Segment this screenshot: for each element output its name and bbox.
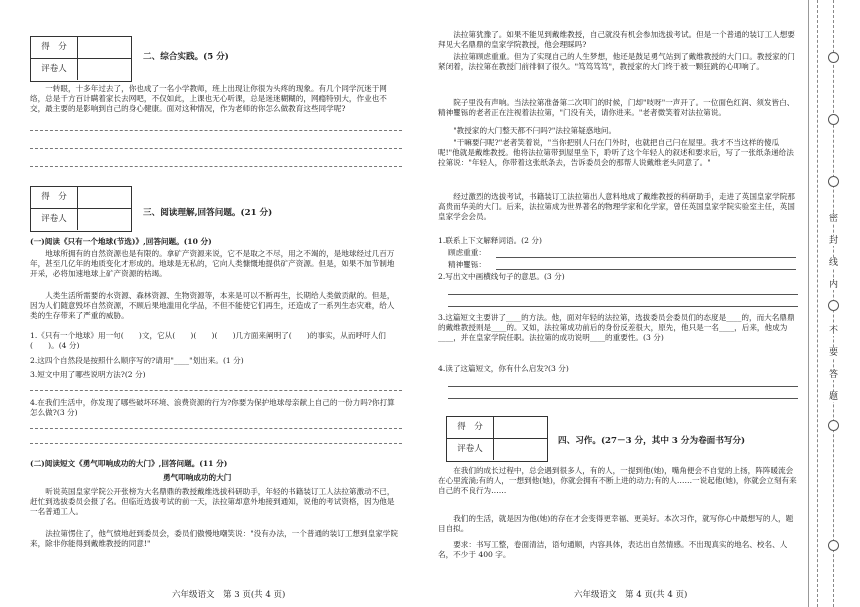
answer-line [448,306,798,307]
question-1: 1.《只有一个地球》用一句( )文，它从( )( )( )几方面来阐明了( )的事实，从而呼吁人们( )。(4 分) [30,331,386,351]
page-footer: 六年级语文 第 4 页(共 4 页) [574,590,688,600]
gutter-char: 内 [829,280,839,290]
r-question-1b: 精神矍铄： [448,260,486,269]
score-box [30,36,132,82]
question-3: 3.短文中用了哪些说明方法?(2 分) [30,370,146,379]
binding-hole [828,540,839,551]
score-box [30,186,132,232]
section2-para: 一转眼，十多年过去了，你也成了一名小学教师，班上出现让你很为头疼的现象。有几个同学沉迷于网络，总是千方百计瞒着家长去网吧，不仅如此，上课也无心听课，总是迷迷糊糊的，网瘾特别大，作业也不交，最主要的是影响到自己的身心健康。面对这种情况，作为老师的你怎么做教育这些同学呢? [30,84,387,114]
r-question-4: 4.读了这篇短文，你有什么启发?(3 分) [438,364,569,373]
grader-label: 评卷人 [31,209,78,230]
section4-heading: 四、习作。(27－3 分，其中 3 分为卷面书写分) [558,436,746,446]
binding-hole [828,114,839,125]
answer-line [30,428,402,429]
question-2: 2.这四个自然段是按照什么顺序写的?请用"____"划出来。(1 分) [30,356,244,365]
answer-line [30,166,402,167]
section3-heading: 三、阅读理解,回答问题。(21 分) [143,208,273,218]
gutter-char: 要 [829,348,839,358]
binding-hole [828,300,839,311]
binding-gutter [808,0,860,607]
part1-para2: 人类生活所需要的水资源、森林资源、生物资源等，本来是可以不断再生，长期给人类做贡献的。但是，因为人们随意毁坏自然资源，不顾后果地滥用化学品，不但不能使它们再生，还造成了一系列生态灾难，给人类的生存带来了严重的威胁。 [30,291,395,321]
score-label: 得 分 [31,187,78,208]
binding-hole [828,52,839,63]
gutter-char: 答 [829,370,839,380]
grader-label: 评卷人 [447,439,494,460]
story-para-1: 听说英国皇家学院公开张榜为大名鼎鼎的教授戴维选拔科研助手，年轻的书籍装订工人法拉第激动不已，赶忙到选拔委员会报了名。但临近选拔考试的前一天，法拉第却意外地接到通知，说他的考试资格，因为他是一名普通工人。 [30,487,395,517]
score-label: 得 分 [31,37,78,58]
answer-line [30,443,402,444]
story-para-4: 法拉第顾虑重重。但为了实现自己的人生梦想，他还是鼓足勇气站到了戴维教授的大门口。教授家的门紧闭着，法拉第在教授门前徘徊了很久。"笃笃笃笃"，教授家的大门终于被一颗狂跳的心叩响了。 [438,52,795,72]
section4-para3: 要求：书写工整，卷面清洁，语句通顺，内容具体，表达出自然情感。不出现真实的地名、校名、人名，不少于 400 字。 [438,540,788,560]
answer-line [30,390,402,391]
part2-title: (二)阅读短文《勇气叩响成功的大门》,回答问题。(11 分) [30,459,228,468]
story-para-6: "教授家的大门整天都不闩吗?"法拉第疑惑地问。 [453,126,617,135]
binding-hole [828,420,839,431]
answer-line [448,294,798,295]
story-para-7: "干嘛要闩呢?"老者笑着说，"当你把别人闩在门外时，也就把自己闩在屋里。我才不当这样的傻瓜呢!"他就是戴维教授。他将法拉第带到屋里坐下，聆听了这个年轻人的叙述和要求后，写了一张纸条递给法拉第说："年轻人，你带着这张纸条去，告诉委员会的那帮人说戴维老头同意了。" [438,138,794,168]
story-title: 勇气叩响成功的大门 [163,473,232,482]
gutter-char: 题 [829,392,839,402]
answer-line [30,130,402,131]
question-4: 4.在我们生活中，你发现了哪些破坏环境、浪费资源的行为?你要为保护地球母亲献上自己的一份力吗?你打算怎么做?(3 分) [30,398,395,418]
gutter-char: 线 [829,258,839,268]
story-para-5: 院子里没有声响。当法拉第准备第二次叩门的时候，门却"吱呀"一声开了。一位面色红润、须发皆白、精神矍铄的老者正在注视着法拉第，"门没有关，请你进来。"老者微笑着对法拉第说。 [438,98,795,118]
gutter-char: 封 [829,236,839,246]
part1-para1: 地球所拥有的自然资源也是有限的。拿矿产资源来说，它不是取之不尽，用之不竭的，是地球经过几百万年，甚至几亿年的地质变化才形成的。地球是无私的，它向人类慷慨地提供矿产资源。但是，如果不加节制地开采，必将加速地球上矿产资源的枯竭。 [30,249,395,279]
r-question-1a: 顾虑重重： [448,248,486,257]
answer-line [30,148,402,149]
story-para-3: 法拉第犹豫了。如果不能见到戴维教授，自己就没有机会参加选拔考试。但是一个普通的装订工人想要拜见大名鼎鼎的皇家学院教授，他会理睬吗? [438,30,795,50]
page-footer: 六年级语文 第 3 页(共 4 页) [172,590,286,600]
grader-label: 评卷人 [31,59,78,80]
binding-hole [828,176,839,187]
answer-line [448,398,798,399]
answer-line [448,386,798,387]
answer-line [496,257,796,258]
cut-line [817,0,818,607]
section4-para1: 在我们的成长过程中，总会遇到很多人，有的人，一提到他(她)，嘴角便会不自觉的上扬，阵阵暖流会在心里流淌;有的人，一想到他(她)，你就会拥有不断上进的动力;有的人……一说起他(她)，你就会立刻有来自己的不良行为…… [438,466,797,496]
score-box [446,416,548,462]
story-para-8: 经过激烈的选拔考试，书籍装订工法拉第出人意料地成了戴维教授的科研助手，走进了英国皇家学院那高贵而华美的大门。后来，法拉第成为世界著名的物理学家和化学家，曾任英国皇家学院实验室主任，英国皇家学会会员。 [438,192,795,222]
answer-line [496,269,796,270]
gutter-char: 密 [829,214,839,224]
gutter-char: 不 [829,326,839,336]
score-label: 得 分 [447,417,494,438]
r-question-3: 3.这篇短文主要讲了____的方法。他，面对年轻的法拉第，选拔委员会委员们的态度是____的，而大名鼎鼎的戴维教授则是____的。又如，法拉第成功前后的身份反差很大，原先，他只是一名____，后来，他成为____，并在皇家学院任职。法拉第的成功说明____的重要性。(3 分) [438,313,795,343]
story-para-2: 法拉第愣住了，他气愤地赶到委员会，委员们傲慢地嘲笑说："没有办法，一个普通的装订工想到皇家学院来，除非你能得到戴维教授的同意!" [30,529,398,549]
section4-para2: 我们的生活，就是因为他(她)的存在才会变得更幸福、更美好。本次习作，就写你心中最想写的人，题目自拟。 [438,514,794,534]
part1-title: (一)阅读《只有一个地球(节选)》,回答问题。(10 分) [30,237,212,246]
r-question-1: 1.联系上下文解释词语。(2 分) [438,236,542,245]
section2-heading: 二、综合实践。(5 分) [143,52,229,62]
r-question-2: 2.写出文中画横线句子的意思。(3 分) [438,272,565,281]
exam-page-4 [434,0,808,607]
